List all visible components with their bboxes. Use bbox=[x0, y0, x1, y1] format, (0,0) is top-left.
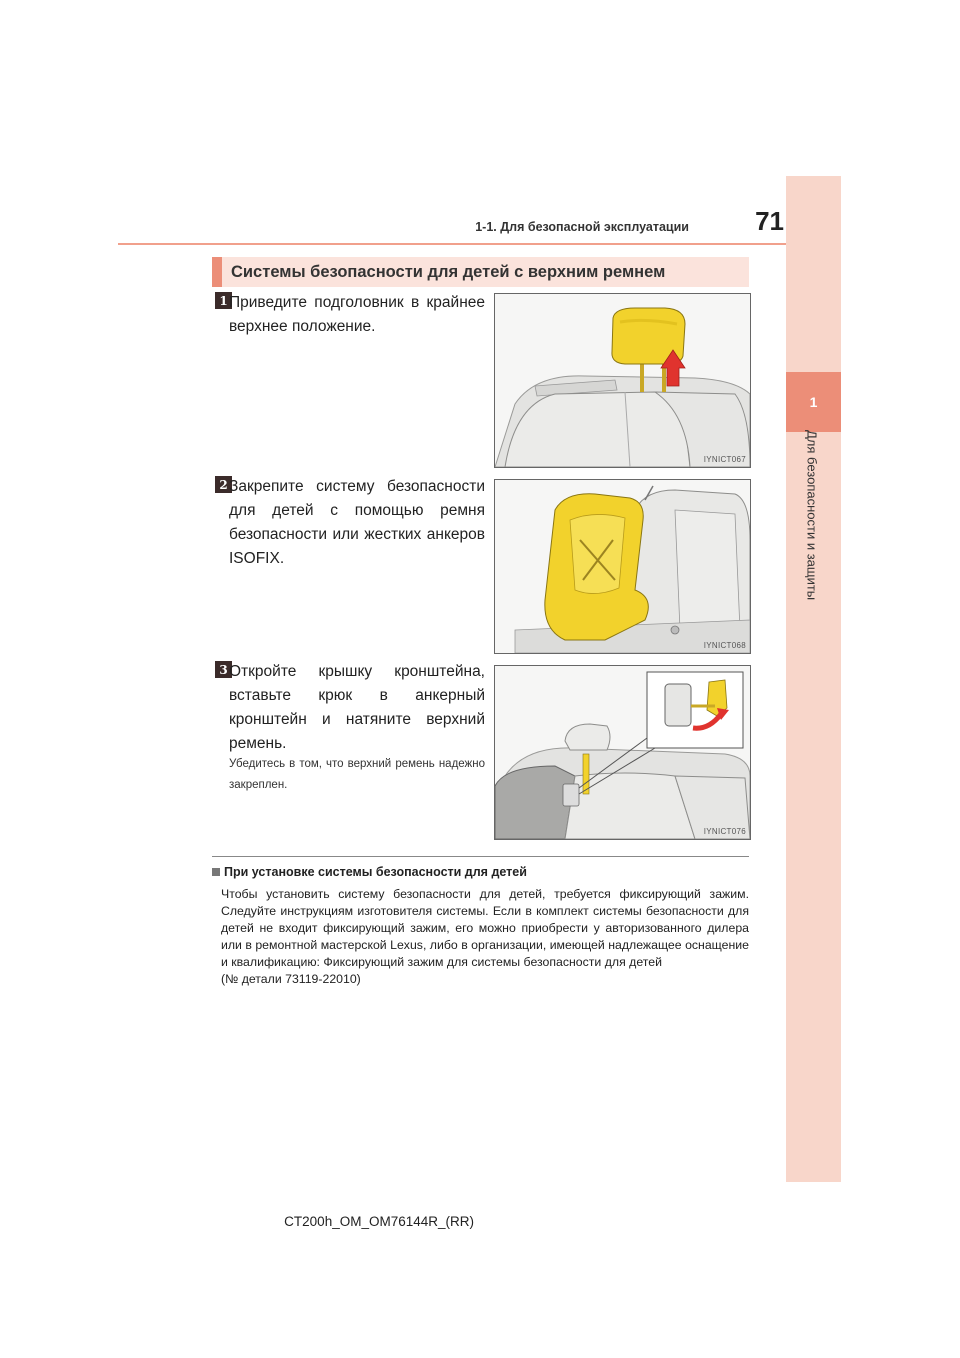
note-body-text: Чтобы установить систему безопасности для детей, требуется фиксирующий зажим. Следуйте инструкциям изготовителя системы. Если в комплект системы безопасности для детей не входит фиксирующий зажим, его можно приобрести у авторизованного дилера или в ремонтной мастерской Lexus, либо в организации, имеющей надлежащее оснащение и квалификацию: Фиксирующий зажим для системы безопасности для детей bbox=[221, 887, 749, 969]
footer-doc-code: CT200h_OM_OM76144R_(RR) bbox=[284, 1214, 474, 1229]
note-bullet-square-icon bbox=[212, 868, 220, 876]
step-2-figure-id: IYNICT068 bbox=[703, 641, 746, 650]
step-1-number: 1 bbox=[215, 292, 232, 309]
step-3-note: Убедитесь в том, что верхний ремень надежно закреплен. bbox=[229, 758, 485, 791]
page-number: 71 bbox=[755, 206, 784, 236]
banner-title: Системы безопасности для детей с верхним ремнем bbox=[231, 262, 666, 281]
step-2-illustration bbox=[494, 479, 751, 654]
note-heading bbox=[212, 865, 527, 879]
step-3-text: Откройте крышку кронштейна, вставьте крюк в анкерный кронштейн и натяните верхний ремень. bbox=[229, 663, 485, 752]
step-3-number: 3 bbox=[215, 661, 232, 678]
note-heading-text: При установке системы безопасности для детей bbox=[224, 865, 527, 879]
step-1-text: Приведите подголовник в крайнее верхнее положение. bbox=[229, 294, 485, 335]
step-3-illustration bbox=[494, 665, 751, 840]
note-body bbox=[221, 886, 749, 988]
step-1-illustration bbox=[494, 293, 751, 468]
chapter-number-tab[interactable]: 1 bbox=[786, 372, 841, 432]
step-1-figure-id: IYNICT067 bbox=[703, 455, 746, 464]
header-rule bbox=[118, 243, 786, 245]
banner-accent-bar bbox=[212, 257, 222, 287]
note-divider bbox=[212, 856, 749, 857]
step-2-text: Закрепите систему безопасности для детей с помощью ремня безопасности или жестких анкеров ISOFIX. bbox=[229, 478, 485, 567]
section-title: 1-1. Для безопасной эксплуатации bbox=[475, 220, 689, 234]
section-banner bbox=[212, 257, 749, 287]
step-2-number: 2 bbox=[215, 476, 232, 493]
side-tab-strip bbox=[786, 176, 841, 1182]
step-3-figure-id: IYNICT076 bbox=[703, 827, 746, 836]
note-part-number: (№ детали 73119-22010) bbox=[221, 972, 361, 986]
chapter-title-vertical: Для безопасности и защиты bbox=[804, 430, 820, 601]
